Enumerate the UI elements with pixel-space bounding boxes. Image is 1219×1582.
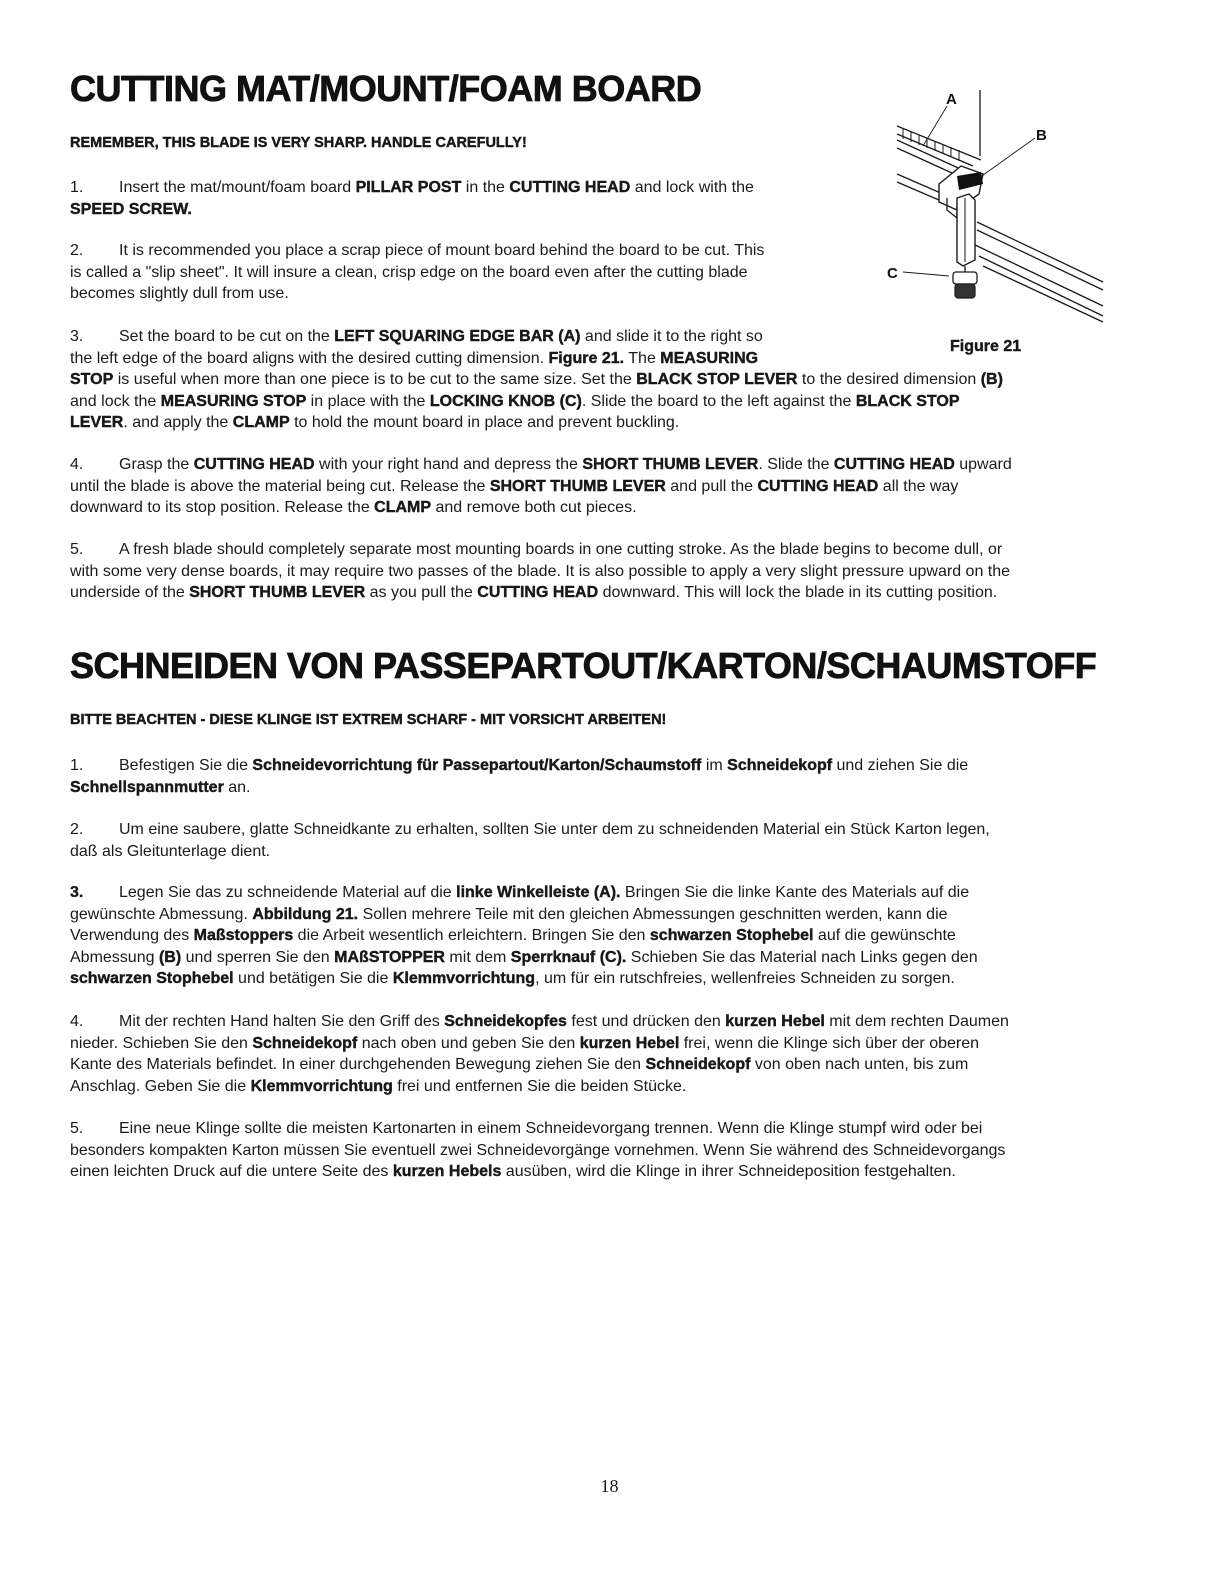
step-number: 2. [70,242,84,259]
step-number: 4. [70,456,84,473]
german-step-3: 3. Legen Sie das zu schneidende Material auf die linke Winkelleiste (A). Bringen Sie die linke Kante des Materials auf die gewünschte Abmessung. Abbildung 21. Sollen mehrere Teile mit den gleichen Abmessungen geschnitten werden, kann die Verwendung des Maßstoppers die Arbeit wesentlich erleichtern. Bringen Sie den schwarzen Stophebel auf die gewünschte Abmessung (B) und sperren Sie den MAßSTOPPER mit dem Sperrknauf (C). Schieben Sie das Material nach Links gegen den schwarzen Stophebel und betätigen Sie die Klemmvorrichtung, um für ein rutschfreies, wellenfreies Schneiden zu sorgen. [70,884,978,987]
step-number: 3. [70,884,84,901]
english-step-2: 2. It is recommended you place a scrap piece of mount board behind the board to be cut. This is called a "slip sheet". It will insure a clean, crisp edge on the board even after the cutting blade becomes slightly dull from use. [70,242,765,302]
step-number: 4. [70,1013,84,1030]
figure-caption: Figure 21 [950,338,1022,355]
german-step-1: 1. Befestigen Sie die Schneidevorrichtung für Passepartout/Karton/Schaumstoff im Schneidekopf und ziehen Sie die Schnellspannmutter an. [70,757,969,796]
step-number: 5. [70,1120,84,1137]
figure-21-illustration [883,86,1123,366]
english-step-4: 4. Grasp the CUTTING HEAD with your right hand and depress the SHORT THUMB LEVER. Slide the CUTTING HEAD upward until the blade is above the material being cut. Release the SHORT THUMB LEVER and pull the CUTTING HEAD all the way downward to its stop position. Release the CLAMP and remove both cut pieces. [70,456,1012,516]
page-number: 18 [600,1476,619,1496]
german-step-4: 4. Mit der rechten Hand halten Sie den Griff des Schneidekopfes fest und drücken den kurzen Hebel mit dem rechten Daumen nieder. Schieben Sie den Schneidekopf nach oben und geben Sie den kurzen Hebel frei, wenn die Klinge sich über der oberen Kante des Materials befindet. In einer durchgehenden Bewegung ziehen Sie den Schneidekopf von oben nach unten, bis zum Anschlag. Geben Sie die Klemmvorrichtung frei und entfernen Sie die beiden Stücke. [70,1013,1009,1095]
english-warning: REMEMBER, THIS BLADE IS VERY SHARP. HANDLE CAREFULLY! [70,135,527,151]
german-step-5: 5. Eine neue Klinge sollte die meisten Kartonarten in einem Schneidevorgang trennen. Wenn die Klinge stumpf wird oder bei besonders kompakten Karton müssen Sie eventuell zwei Schneidevorgänge vornehmen. Wenn Sie während des Schneidevorgangs einen leichten Druck auf die untere Seite des kurzen Hebels ausüben, wird die Klinge in ihrer Schneideposition festgehalten. [70,1120,1006,1180]
step-number: 5. [70,541,84,558]
german-warning: BITTE BEACHTEN - DIESE KLINGE IST EXTREM SCHARF - MIT VORSICHT ARBEITEN! [70,712,667,728]
step-number: 3. [70,328,84,345]
english-title: CUTTING MAT/MOUNT/FOAM BOARD [70,68,702,109]
figure-label-b: B [1036,127,1047,144]
figure-label-a: A [946,91,957,108]
english-step-5: 5. A fresh blade should completely separate most mounting boards in one cutting stroke. As the blade begins to become dull, or with some very dense boards, it may require two passes of the blade. It is also possible to apply a very slight pressure upward on the underside of the SHORT THUMB LEVER as you pull the CUTTING HEAD downward. This will lock the blade in its cutting position. [70,541,1011,601]
step-number: 1. [70,757,84,774]
figure-label-c: C [887,265,898,282]
german-title: SCHNEIDEN VON PASSEPARTOUT/KARTON/SCHAUMSTOFF [70,645,1097,686]
english-step-1: 1. Insert the mat/mount/foam board PILLAR POST in the CUTTING HEAD and lock with the SPEED SCREW. [70,179,754,218]
step-number: 1. [70,179,84,196]
german-step-2: 2. Um eine saubere, glatte Schneidkante zu erhalten, sollten Sie unter dem zu schneidenden Material ein Stück Karton legen, daß als Gleitunterlage dient. [70,821,990,860]
english-step-3: 3. Set the board to be cut on the LEFT SQUARING EDGE BAR (A) and slide it to the right so the left edge of the board aligns with the desired cutting dimension. Figure 21. The MEASURING STOP is useful when more than one piece is to be cut to the same size. Set the BLACK STOP LEVER to the desired dimension (B) and lock the MEASURING STOP in place with the LOCKING KNOB (C). Slide the board to the left against the BLACK STOP LEVER. and apply the CLAMP to hold the mount board in place and prevent buckling. [70,328,1003,431]
step-number: 2. [70,821,84,838]
